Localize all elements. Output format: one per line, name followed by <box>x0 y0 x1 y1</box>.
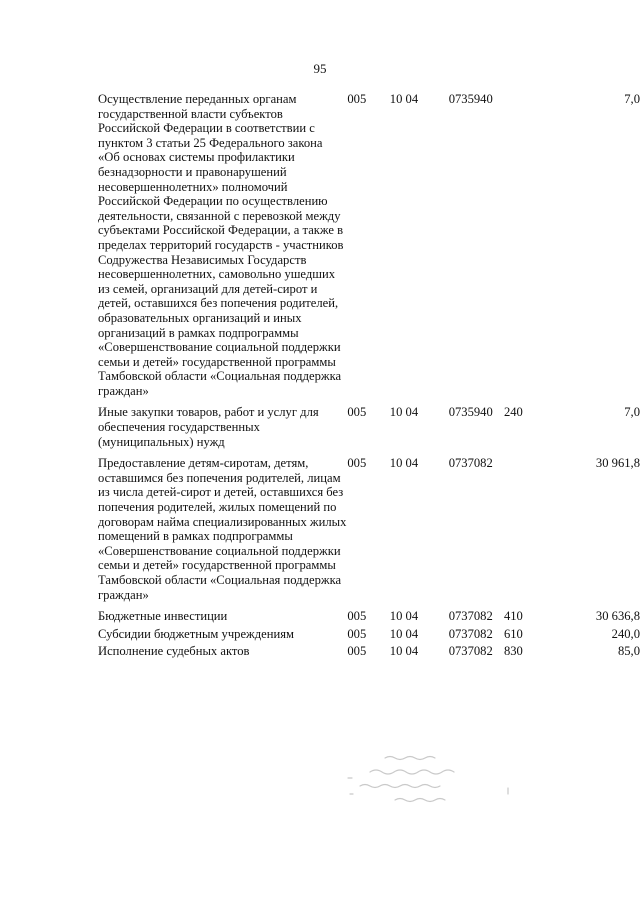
row-expense-type: 240 <box>503 405 523 420</box>
row-expense-type <box>504 456 546 609</box>
budget-table <box>98 92 640 662</box>
row-section-code: 10 04 <box>389 405 419 420</box>
row-ministry-code: 005 <box>347 92 367 106</box>
table-row <box>98 92 640 405</box>
table-row <box>98 609 640 627</box>
row-section-code: 10 04 <box>389 92 419 106</box>
row-name: Исполнение судебных актов <box>98 644 250 659</box>
row-name: Предоставление детям-сиротам, детям, оставшимся без попечения родителей, лицам из числа детей-сирот и детей, оставшихся без попечения родителей, жилых помещений по договорам найма специализированных жилых помещений в рамках подпрограммы «Совершенствование социальной поддержки семьи и детей» государственной программы Тамбовской области «Социальная поддержка граждан» <box>98 456 347 602</box>
row-section-code: 10 04 <box>389 626 419 641</box>
row-ministry-code: 005 <box>347 644 367 659</box>
row-expense-type: 410 <box>503 609 523 624</box>
row-amount: 240,0 <box>611 626 640 641</box>
row-section-code: 10 04 <box>389 644 419 659</box>
row-name: Иные закупки товаров, работ и услуг для обеспечения государственных (муниципальных) нужд <box>98 405 319 449</box>
table-row <box>98 627 640 645</box>
row-name: Осуществление переданных органам государственной власти субъектов Российской Федерации в соответствии с пунктом 3 статьи 25 Федерального закона «Об основах системы профилактики безнадзорности и правонарушений несовершеннолетних» полномочий Российской Федерации по осуществлению деятельности, связанной с перевозкой между субъектами Российской Федерации, а также в пределах территорий государств - участников Содружества Независимых Государств несовершеннолетних, самовольно ушедших из семей, организаций для детей-сирот и детей, оставшихся без попечения родителей, образовательных организаций и иных организаций в рамках подпрограммы «Совершенствование социальной поддержки семьи и детей» государственной программы Тамбовской области «Социальная поддержка граждан» <box>98 92 344 398</box>
row-amount: 7,0 <box>624 92 640 106</box>
table-row <box>98 405 640 456</box>
row-target-code: 0737082 <box>448 626 493 641</box>
row-amount: 30 636,8 <box>595 609 640 624</box>
row-amount: 85,0 <box>617 644 640 659</box>
row-expense-type <box>504 92 546 405</box>
row-target-code: 0737082 <box>448 456 493 471</box>
row-section-code: 10 04 <box>389 456 419 471</box>
row-expense-type: 610 <box>503 626 523 641</box>
page-number: 95 <box>313 61 327 76</box>
row-name: Субсидии бюджетным учреждениям <box>98 626 294 641</box>
row-ministry-code: 005 <box>347 626 367 641</box>
row-ministry-code: 005 <box>347 609 367 624</box>
table-row <box>98 644 640 662</box>
faded-stamp <box>340 748 520 816</box>
row-amount: 7,0 <box>624 405 640 420</box>
row-target-code: 0735940 <box>448 405 493 420</box>
table-row <box>98 456 640 609</box>
row-ministry-code: 005 <box>347 456 367 471</box>
row-target-code: 0737082 <box>448 609 493 624</box>
row-ministry-code: 005 <box>347 405 367 420</box>
row-amount: 30 961,8 <box>595 456 640 471</box>
row-name: Бюджетные инвестиции <box>98 609 228 624</box>
row-target-code: 0737082 <box>448 644 493 659</box>
row-expense-type: 830 <box>503 644 523 659</box>
row-section-code: 10 04 <box>389 609 419 624</box>
row-target-code: 0735940 <box>448 92 493 106</box>
